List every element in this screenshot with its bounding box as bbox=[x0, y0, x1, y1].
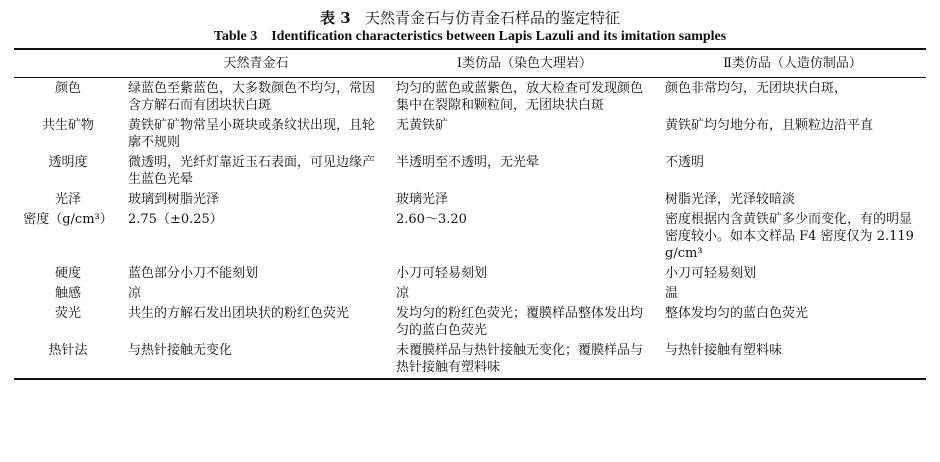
header-type1: Ⅰ类仿品（染色大理岩） bbox=[390, 49, 659, 78]
cell-type2: 小刀可轻易刻划 bbox=[665, 266, 757, 281]
cell-type2: 与热针接触有塑料味 bbox=[659, 340, 926, 379]
table-caption-en: Identification characteristics between Lapis Lazuli and its imitation samples bbox=[271, 29, 727, 44]
row-label: 热针法 bbox=[14, 340, 122, 379]
row-label: 触感 bbox=[54, 286, 81, 301]
cell-type2: 树脂光泽，光泽较暗淡 bbox=[665, 192, 796, 207]
cell-natural: 2.75（±0.25） bbox=[128, 212, 223, 227]
cell-type2: 黄铁矿均匀地分布，且颗粒边沿平直 bbox=[665, 118, 874, 133]
cell-type1: 玻璃光泽 bbox=[396, 192, 449, 207]
cell-type1: 凉 bbox=[396, 286, 410, 301]
table-number-en: Table 3 bbox=[213, 29, 258, 44]
row-label: 密度（g/cm³） bbox=[23, 212, 113, 227]
cell-type1: 小刀可轻易刻划 bbox=[396, 266, 488, 281]
table-header-row bbox=[14, 49, 926, 78]
cell-natural: 微透明，光纤灯靠近玉石表面，可见边缘产生蓝色光晕 bbox=[128, 155, 376, 187]
cell-natural: 共生的方解石发出团块状的粉红色荧光 bbox=[128, 306, 350, 321]
table-row bbox=[14, 283, 926, 303]
cell-natural: 与热针接触无变化 bbox=[122, 340, 390, 379]
table-body bbox=[14, 78, 926, 380]
row-label: 透明度 bbox=[48, 155, 88, 170]
table-row bbox=[14, 78, 926, 116]
header-natural: 天然青金石 bbox=[122, 49, 390, 78]
cell-type2: 整体发均匀的蓝白色荧光 bbox=[665, 306, 809, 321]
row-label: 光泽 bbox=[54, 192, 81, 207]
row-label: 荧光 bbox=[54, 306, 81, 321]
cell-natural: 蓝色部分小刀不能刻划 bbox=[128, 266, 259, 281]
row-label: 共生矿物 bbox=[41, 118, 94, 133]
table-row bbox=[14, 340, 926, 379]
cell-type2: 温 bbox=[665, 286, 679, 301]
table-row bbox=[14, 263, 926, 283]
cell-natural: 黄铁矿矿物常呈小斑块或条纹状出现，且轮廓不规则 bbox=[128, 118, 376, 150]
cell-type2: 不透明 bbox=[665, 155, 705, 170]
cell-type1: 均匀的蓝色或蓝紫色，放大检查可发现颜色集中在裂隙和颗粒间，无团块状白斑 bbox=[396, 81, 644, 113]
table-row bbox=[14, 152, 926, 189]
table-figure bbox=[14, 8, 926, 380]
identification-table bbox=[14, 48, 926, 380]
table-number-cn: 表 3 bbox=[320, 9, 351, 27]
cell-type1: 半透明至不透明，无光晕 bbox=[396, 155, 540, 170]
table-title-cn bbox=[14, 8, 926, 28]
cell-natural: 凉 bbox=[128, 286, 142, 301]
header-type2: Ⅱ类仿品（人造仿制品） bbox=[659, 49, 926, 78]
cell-natural: 绿蓝色至紫蓝色，大多数颜色不均匀，常因含方解石而有团块状白斑 bbox=[128, 81, 376, 113]
row-label: 颜色 bbox=[54, 81, 81, 96]
table-row bbox=[14, 115, 926, 152]
table-row bbox=[14, 303, 926, 340]
table-row bbox=[14, 189, 926, 209]
cell-type2: 密度根据内含黄铁矿多少而变化，有的明显密度较小。如本文样品 F4 密度仅为 2.119 g/cm³ bbox=[665, 212, 914, 261]
row-label: 硬度 bbox=[54, 266, 81, 281]
cell-type1: 2.60～3.20 bbox=[396, 212, 467, 227]
cell-natural: 玻璃到树脂光泽 bbox=[128, 192, 220, 207]
cell-type1: 发均匀的粉红色荧光；覆膜样品整体发出均匀的蓝白色荧光 bbox=[396, 306, 644, 338]
cell-type1: 未覆膜样品与热针接触无变化；覆膜样品与热针接触有塑料味 bbox=[390, 340, 659, 379]
table-row bbox=[14, 209, 926, 263]
table-caption-cn: 天然青金石与仿青金石样品的鉴定特征 bbox=[364, 9, 620, 27]
cell-type1: 无黄铁矿 bbox=[396, 118, 449, 133]
header-property bbox=[14, 49, 122, 78]
cell-type2: 颜色非常均匀，无团块状白斑， bbox=[665, 81, 848, 96]
table-title-en bbox=[14, 28, 926, 46]
